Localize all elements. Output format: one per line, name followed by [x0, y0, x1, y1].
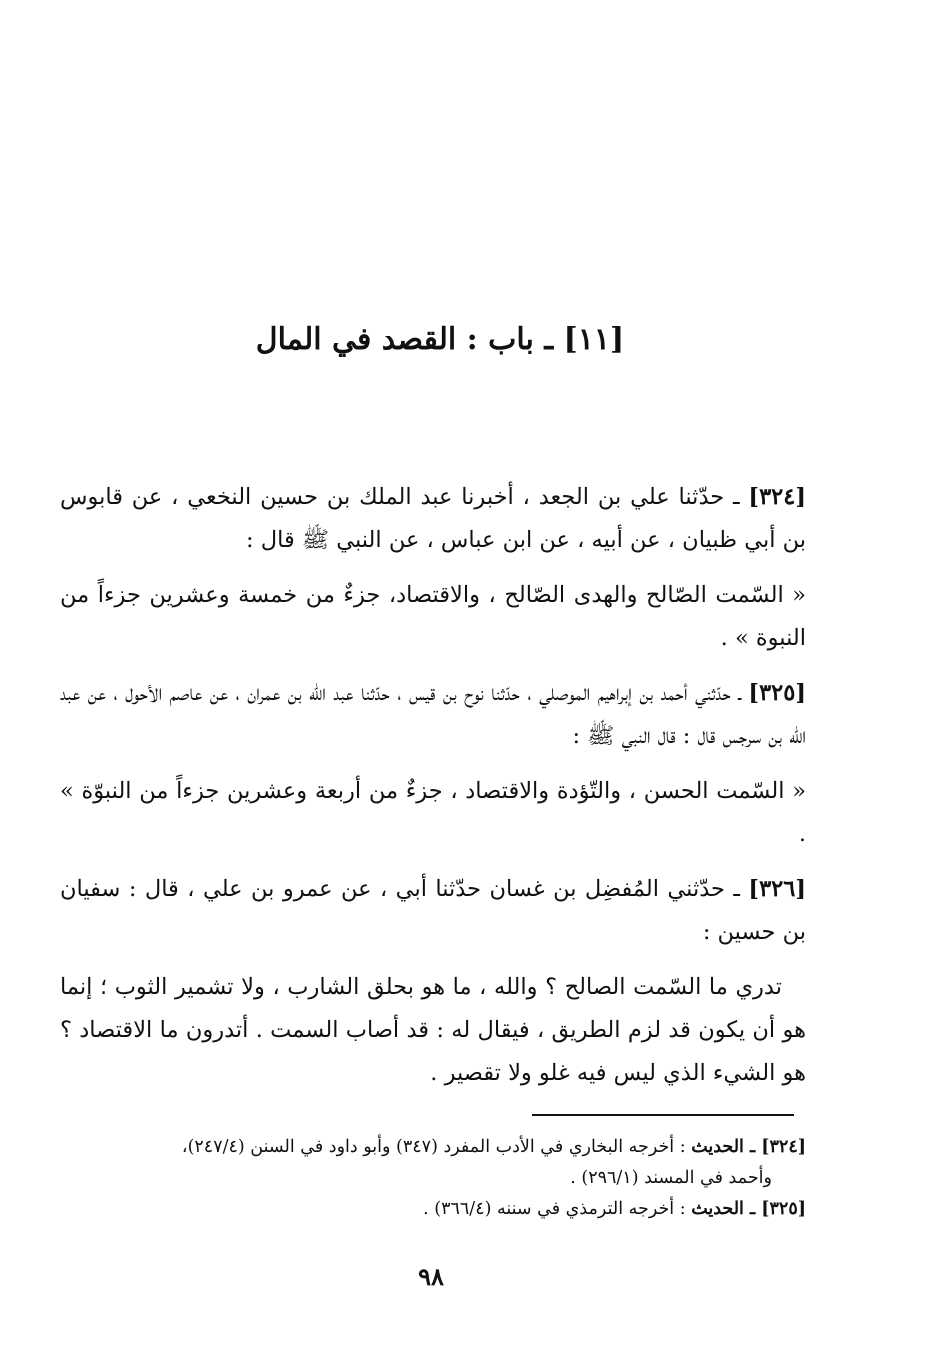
chapter-title: [١١] ـ باب : القصد في المال	[255, 322, 625, 357]
footnotes	[60, 1132, 806, 1225]
footnote-324-continuation: وأحمد في المسند (٢٩٦/١) .	[570, 1168, 772, 1188]
footnote-324	[60, 1132, 806, 1163]
hadith-number: [٣٢٦]	[748, 876, 806, 902]
hadith-isnad-326	[60, 868, 806, 954]
footnote-label: ـ الحديث	[691, 1199, 762, 1219]
footnote-text: : أخرجه البخاري في الأدب المفرد (٣٤٧) وأبو داود في السنن (٢٤٧/٤)،	[181, 1137, 692, 1157]
hadith-chain: ـ حدّثني المُفضِل بن غسان حدّثنا أبي ، عن عمرو بن علي ، قال : سفيان بن حسين :	[60, 876, 806, 945]
hadith-isnad-324	[60, 476, 806, 562]
footnote-divider	[532, 1114, 794, 1116]
hadith-chain: ـ حدّثني أحمد بن إبراهيم الموصلي ، حدّثنا نوح بن قيس ، حدّثنا عبد الله بن عمران ، عن عاصم الأحول ، عن عبد الله بن سرجس قال : قال النبي ﷺ :	[60, 680, 806, 749]
hadith-chain: ـ حدّثنا علي بن الجعد ، أخبرنا عبد الملك بن حسين النخعي ، عن قابوس بن أبي ظبيان ، عن أبيه ، عن ابن عباس ، عن النبي ﷺ قال :	[60, 484, 806, 553]
hadith-number: [٣٢٤]	[748, 484, 806, 510]
hadith-number: [٣٢٥]	[748, 680, 806, 706]
footnote-ref: [٣٢٥]	[761, 1199, 806, 1219]
hadith-isnad-325	[60, 672, 806, 758]
footnote-ref: [٣٢٤]	[761, 1137, 806, 1157]
main-text	[60, 476, 806, 1107]
footnote-325	[60, 1194, 806, 1225]
footnote-text: : أخرجه الترمذي في سننه (٣٦٦/٤) .	[423, 1199, 692, 1219]
page-number: ٩٨	[418, 1262, 444, 1291]
footnote-label: ـ الحديث	[691, 1137, 762, 1157]
hadith-matn-326: تدري ما السّمت الصالح ؟ والله ، ما هو بحلق الشارب ، ولا تشمير الثوب ؛ إنما هو أن يكون قد لزم الطريق ، فيقال له : قد أصاب السمت . أتدرون ما الاقتصاد ؟ هو الشيء الذي ليس فيه غلو ولا تقصير .	[60, 974, 806, 1086]
hadith-matn-324: « السّمت الصّالح والهدى الصّالح ، والاقتصاد، جزءٌ من خمسة وعشرين جزءاً من النبوة » .	[60, 582, 806, 651]
hadith-matn-325: « السّمت الحسن ، والتّؤدة والاقتصاد ، جزءٌ من أربعة وعشرين جزءاً من النبوّة » .	[60, 778, 806, 847]
